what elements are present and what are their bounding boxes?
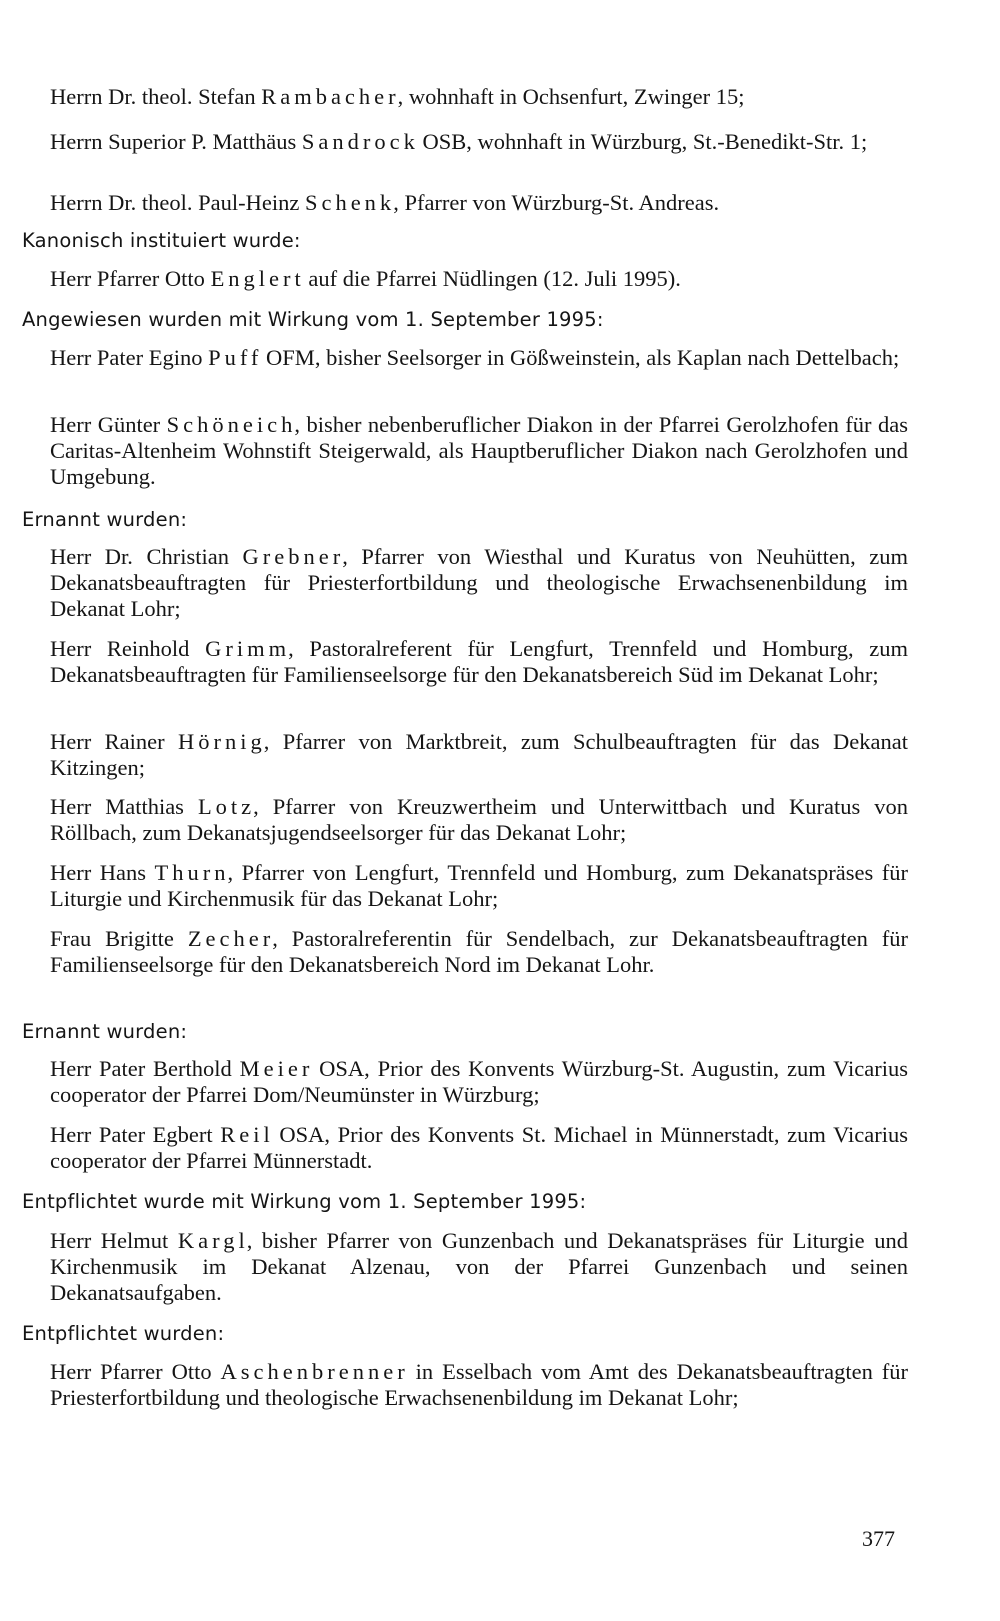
section-heading-appointed-2: Ernannt wurden: xyxy=(22,1020,188,1043)
section-heading-instituted: Kanonisch instituiert wurde: xyxy=(22,229,301,252)
surname: Kargl xyxy=(177,1228,249,1253)
entry-sandrock: Herrn Superior P. Matthäus Sandrock OSB, wohnhaft in Würzburg, St.-Benedikt-Str. 1; xyxy=(50,129,868,154)
surname: Hörnig xyxy=(177,729,266,754)
entry-schenk: Herrn Dr. theol. Paul-Heinz Schenk, Pfarrer von Würzburg-St. Andreas. xyxy=(50,190,720,215)
entry-zecher: Frau Brigitte Zecher, Pastoralreferentin für Sendelbach, zur Dekanatsbeauftragten für Familienseelsorge für den Dekanatsbereich Nord im Dekanat Lohr. xyxy=(50,926,908,977)
page-number: 377 xyxy=(862,1526,895,1551)
section-heading-released-effective: Entpflichtet wurde mit Wirkung vom 1. September 1995: xyxy=(22,1190,587,1213)
section-heading-appointed-1: Ernannt wurden: xyxy=(22,508,188,531)
surname: Grebner xyxy=(242,544,345,569)
surname: Zecher xyxy=(187,926,275,951)
surname: Schenk xyxy=(304,190,396,215)
entry-meier: Herr Pater Berthold Meier OSA, Prior des Konvents Würzburg-St. Augustin, zum Vicarius cooperator der Pfarrei Dom/Neumünster in Würzburg; xyxy=(50,1056,908,1107)
entry-englert: Herr Pfarrer Otto Englert auf die Pfarrei Nüdlingen (12. Juli 1995). xyxy=(50,266,681,291)
entry-puff: Herr Pater Egino Puff OFM, bisher Seelsorger in Gößweinstein, als Kaplan nach Dettelbach; xyxy=(50,345,900,370)
entry-kargl: Herr Helmut Kargl, bisher Pfarrer von Gunzenbach und Dekanatspräses für Liturgie und Kirchenmusik im Dekanat Alzenau, von der Pfarrei Gunzenbach und seinen Dekanatsaufgaben. xyxy=(50,1228,908,1305)
surname: Reil xyxy=(220,1122,274,1147)
entry-rambacher: Herrn Dr. theol. Stefan Rambacher, wohnhaft in Ochsenfurt, Zwinger 15; xyxy=(50,84,745,109)
surname: Thurn xyxy=(154,860,230,885)
entry-hoernig: Herr Rainer Hörnig, Pfarrer von Marktbreit, zum Schulbeauftragten für das Dekanat Kitzingen; xyxy=(50,729,908,780)
entry-schoeneich: Herr Günter Schöneich, bisher nebenberuflicher Diakon in der Pfarrei Gerolzhofen für das Caritas-Altenheim Wohnstift Steigerwald, als Hauptberuflicher Diakon nach Gerolzhofen und Umgebung. xyxy=(50,412,908,489)
surname: Aschenbrenner xyxy=(220,1359,409,1384)
surname: Lotz xyxy=(197,794,256,819)
surname: Sandrock xyxy=(301,129,419,154)
section-heading-assigned: Angewiesen wurden mit Wirkung vom 1. September 1995: xyxy=(22,308,604,331)
surname: Schöneich xyxy=(166,412,297,437)
surname: Englert xyxy=(210,266,305,291)
entry-aschenbrenner: Herr Pfarrer Otto Aschenbrenner in Esselbach vom Amt des Dekanatsbeauftragten für Priesterfortbildung und theologische Erwachsenenbildung im Dekanat Lohr; xyxy=(50,1359,909,1410)
entry-thurn: Herr Hans Thurn, Pfarrer von Lengfurt, Trennfeld und Homburg, zum Dekanatspräses für Liturgie und Kirchenmusik für das Dekanat Lohr; xyxy=(50,860,909,911)
surname: Puff xyxy=(208,345,263,370)
entry-reil: Herr Pater Egbert Reil OSA, Prior des Konvents St. Michael in Münnerstadt, zum Vicarius cooperator der Pfarrei Münnerstadt. xyxy=(50,1122,908,1173)
entry-grimm: Herr Reinhold Grimm, Pastoralreferent für Lengfurt, Trennfeld und Homburg, zum Dekanatsbeauftragten für Familienseelsorge für den Dekanatsbereich Süd im Dekanat Lohr; xyxy=(50,636,908,687)
entry-lotz: Herr Matthias Lotz, Pfarrer von Kreuzwertheim und Unterwittbach und Kuratus von Röllbach, zum Dekanatsjugendseelsorger für das Dekanat Lohr; xyxy=(50,794,908,845)
surname: Meier xyxy=(239,1056,314,1081)
section-heading-released: Entpflichtet wurden: xyxy=(22,1322,225,1345)
entry-grebner: Herr Dr. Christian Grebner, Pfarrer von Wiesthal und Kuratus von Neuhütten, zum Dekanatsbeauftragten für Priesterfortbildung und theologische Erwachsenenbildung im Dekanat Lohr; xyxy=(50,544,908,621)
surname: Rambacher xyxy=(261,84,400,109)
surname: Grimm xyxy=(205,636,291,661)
